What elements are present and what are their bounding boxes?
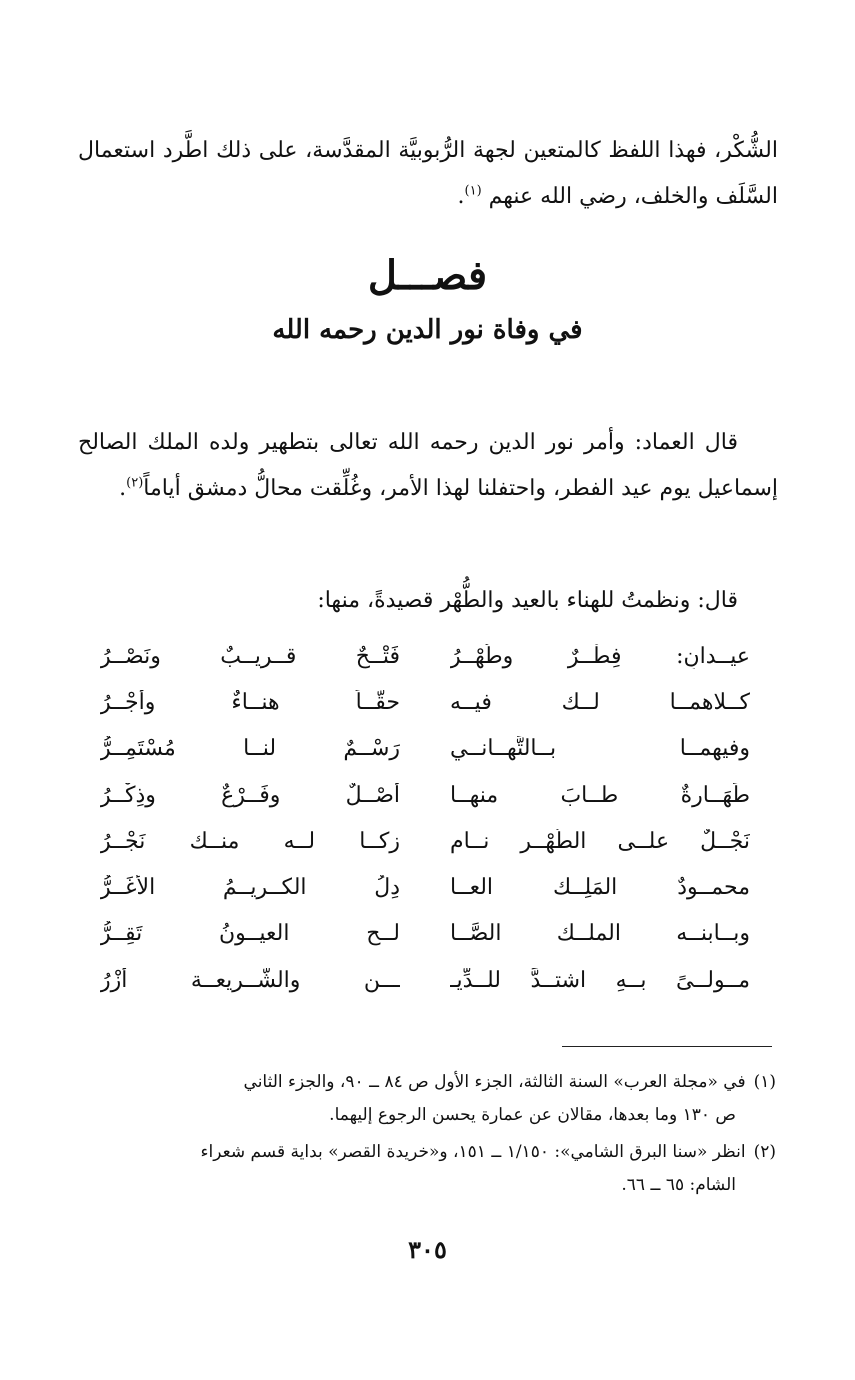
body-paragraph-1 <box>78 420 778 512</box>
footnote-1 <box>76 1066 776 1132</box>
poem-verse <box>100 911 750 957</box>
footnote-text: في «مجلة العرب» السنة الثالثة، الجزء الأول ص ٨٤ ــ ٩٠، والجزء الثاني <box>243 1072 746 1092</box>
footnote-text: انظر «سنا البرق الشامي»: ١/١٥٠ ــ ١٥١، و«خريدة القصر» بداية قسم شعراء <box>200 1142 746 1162</box>
body-paragraph-1-text: قال العماد: وأمر نور الدين رحمه الله تعالى بتطهير ولده الملك الصالح إسماعيل يوم عيد الفطر، واحتفلنا لهذا الأمر، وغُلِّقت محالُّ دمشق أياماً <box>78 430 778 501</box>
verse-second-hemistich: فَتْــحٌ قــريــبٌ ونَصْــرُ <box>100 643 400 669</box>
page-number: ٣٠٥ <box>408 1235 447 1264</box>
footnote-text-continued: الشام: ٦٥ ــ ٦٦. <box>621 1175 736 1195</box>
footnote-number: (٢) <box>753 1142 776 1162</box>
poem-verse <box>100 726 750 772</box>
opening-paragraph <box>78 128 778 220</box>
verse-first-hemistich: محمــودٌ المَلِــك العــا <box>450 875 750 901</box>
opening-text: الشُّكْر، فهذا اللفظ كالمتعين لجهة الرُّبوبيَّة المقدَّسة، على ذلك اطَّرد استعمال السَّلَف والخلف، رضي الله عنهم <box>78 138 778 209</box>
verse-second-hemistich: رَسْــمٌ لنــا مُسْتَمِــرُّ <box>100 736 400 762</box>
section-title: فصـــل <box>367 252 488 299</box>
verse-first-hemistich: نَجْــلٌ علــى الطُّهْــرِ نــامٍ <box>450 828 750 854</box>
verse-first-hemistich: وبــابنــه الملــك الصَّــا <box>450 921 750 947</box>
verse-second-hemistich: ـــنِ والشَّــريعــة أَزْرُ <box>100 967 400 993</box>
footnote-divider <box>562 1046 772 1047</box>
body-paragraph-2: قال: ونظمتُ للهناء بالعيد والطُّهْر قصيدةً، منها: <box>317 588 738 613</box>
verse-first-hemistich: مــولــىً بــهِ اشتــدَّ للــدِّيـ <box>450 967 750 993</box>
verse-first-hemistich: عيــدانِ: فِطْــرٌ وطُهْــرُ <box>450 643 750 669</box>
verse-second-hemistich: دِلُ الكــريــمُ الأَغَــرُّ <box>100 875 400 901</box>
poem-verse <box>100 864 750 910</box>
verse-second-hemistich: أَصْــلٌ وفَــرْعٌ وذِكْــرُ <box>100 782 400 808</box>
footnote-text-continued: ص ١٣٠ وما بعدها، مقالان عن عمارة يحسن الرجوع إليهما. <box>329 1105 736 1125</box>
poem <box>100 633 750 1003</box>
footnote-2 <box>76 1136 776 1202</box>
poem-verse <box>100 957 750 1003</box>
poem-verse <box>100 633 750 679</box>
verse-second-hemistich: حقّــاً هنــاءٌ وأجْــرُ <box>100 689 400 715</box>
footnote-number: (١) <box>753 1072 776 1092</box>
body-paragraph-1-end: . <box>119 476 127 501</box>
poem-verse <box>100 679 750 725</box>
section-subtitle: في وفاة نور الدين رحمه الله <box>272 315 583 345</box>
poem-verse <box>100 818 750 864</box>
verse-second-hemistich: لــح العيــونُ تَقِــرُّ <box>100 921 400 947</box>
verse-second-hemistich: زكــا لــه منــك نَجْــرُ <box>100 828 400 854</box>
opening-end: . <box>457 184 465 209</box>
verse-first-hemistich: طَهَــارةٌ طــابَ منهــا <box>450 782 750 808</box>
footnote-ref-1[interactable]: (١) <box>464 183 482 199</box>
footnote-ref-2[interactable]: (٢) <box>126 475 144 491</box>
verse-first-hemistich: وفيهمــا بــالتَّهــانــي <box>450 736 750 762</box>
poem-verse <box>100 772 750 818</box>
verse-first-hemistich: كــلاهمــا لــك فيــه <box>450 689 750 715</box>
